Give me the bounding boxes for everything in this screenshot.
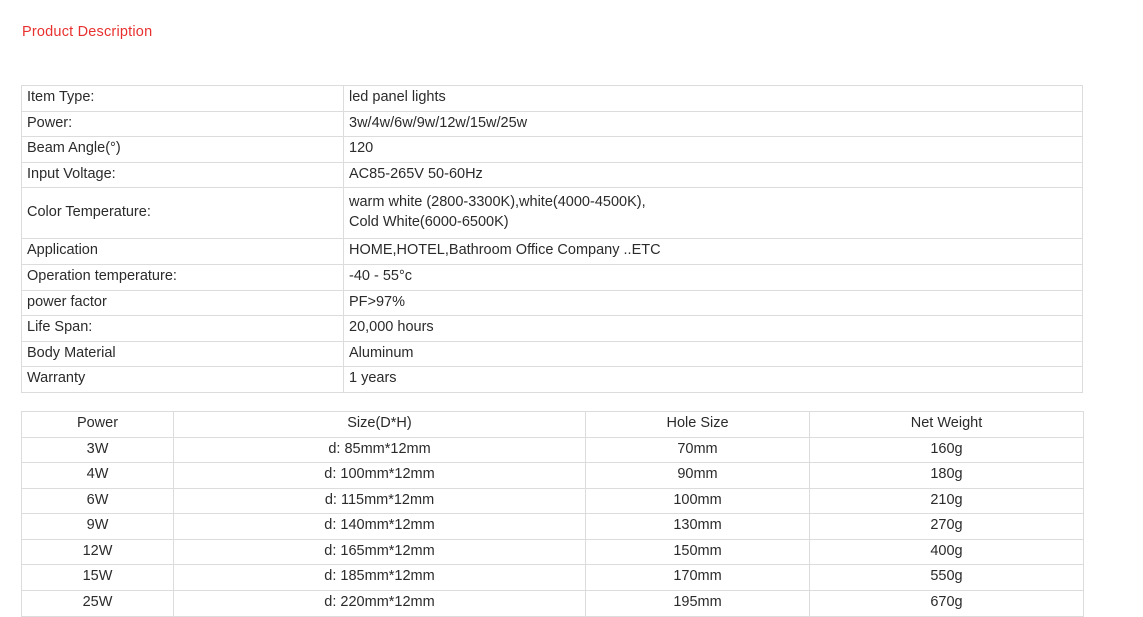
- sizes-cell-hole-size: 90mm: [586, 463, 810, 489]
- spec-value-application: HOME,HOTEL,Bathroom Office Company ..ETC: [344, 239, 1083, 265]
- sizes-cell-size: d: 140mm*12mm: [174, 514, 586, 540]
- sizes-cell-power: 25W: [22, 590, 174, 616]
- table-row: [22, 86, 1083, 112]
- sizes-cell-power: 12W: [22, 539, 174, 565]
- table-row: [22, 488, 1084, 514]
- sizes-cell-net-weight: 160g: [810, 437, 1084, 463]
- spec-label-application: Application: [22, 239, 344, 265]
- sizes-cell-net-weight: 550g: [810, 565, 1084, 591]
- table-row: [22, 463, 1084, 489]
- spec-label-life-span: Life Span:: [22, 316, 344, 342]
- spec-value-operation-temperature: -40 - 55°c: [344, 264, 1083, 290]
- specification-table: [21, 85, 1083, 393]
- sizes-cell-net-weight: 210g: [810, 488, 1084, 514]
- sizes-cell-power: 15W: [22, 565, 174, 591]
- sizes-cell-size: d: 185mm*12mm: [174, 565, 586, 591]
- table-row: [22, 316, 1083, 342]
- table-row: [22, 514, 1084, 540]
- sizes-cell-hole-size: 70mm: [586, 437, 810, 463]
- color-temperature-line-1: warm white (2800-3300K),white(4000-4500K),: [349, 194, 646, 211]
- spec-value-input-voltage: AC85-265V 50-60Hz: [344, 162, 1083, 188]
- spec-label-item-type: Item Type:: [22, 86, 344, 112]
- sizes-header-power: Power: [22, 412, 174, 438]
- sizes-header-size: Size(D*H): [174, 412, 586, 438]
- sizes-cell-hole-size: 130mm: [586, 514, 810, 540]
- sizes-cell-hole-size: 150mm: [586, 539, 810, 565]
- spec-value-warranty: 1 years: [344, 367, 1083, 393]
- sizes-cell-size: d: 220mm*12mm: [174, 590, 586, 616]
- table-row: [22, 367, 1083, 393]
- table-row: [22, 264, 1083, 290]
- sizes-cell-power: 4W: [22, 463, 174, 489]
- table-header-row: [22, 412, 1084, 438]
- spec-label-color-temperature: Color Temperature:: [22, 188, 344, 239]
- table-row: [22, 437, 1084, 463]
- sizes-cell-net-weight: 670g: [810, 590, 1084, 616]
- table-row: [22, 539, 1084, 565]
- spec-label-warranty: Warranty: [22, 367, 344, 393]
- spec-value-body-material: Aluminum: [344, 341, 1083, 367]
- sizes-header-hole-size: Hole Size: [586, 412, 810, 438]
- sizes-cell-hole-size: 170mm: [586, 565, 810, 591]
- table-row: [22, 239, 1083, 265]
- sizes-cell-power: 6W: [22, 488, 174, 514]
- sizes-cell-net-weight: 400g: [810, 539, 1084, 565]
- sizes-cell-size: d: 165mm*12mm: [174, 539, 586, 565]
- sizes-cell-net-weight: 270g: [810, 514, 1084, 540]
- table-row: [22, 290, 1083, 316]
- sizes-cell-power: 9W: [22, 514, 174, 540]
- sizes-cell-size: d: 85mm*12mm: [174, 437, 586, 463]
- spec-label-operation-temperature: Operation temperature:: [22, 264, 344, 290]
- color-temperature-line-2: Cold White(6000-6500K): [349, 213, 509, 230]
- sizes-header-net-weight: Net Weight: [810, 412, 1084, 438]
- spec-label-body-material: Body Material: [22, 341, 344, 367]
- table-row: [22, 188, 1083, 239]
- sizes-table: [21, 411, 1084, 617]
- spec-label-power-factor: power factor: [22, 290, 344, 316]
- table-row: [22, 341, 1083, 367]
- sizes-cell-net-weight: 180g: [810, 463, 1084, 489]
- table-row: [22, 137, 1083, 163]
- table-row: [22, 590, 1084, 616]
- sizes-cell-hole-size: 195mm: [586, 590, 810, 616]
- spec-label-power: Power:: [22, 111, 344, 137]
- sizes-cell-power: 3W: [22, 437, 174, 463]
- spec-value-item-type: led panel lights: [344, 86, 1083, 112]
- sizes-cell-hole-size: 100mm: [586, 488, 810, 514]
- spec-value-power-factor: PF>97%: [344, 290, 1083, 316]
- spec-label-input-voltage: Input Voltage:: [22, 162, 344, 188]
- spec-value-color-temperature: [344, 188, 1083, 239]
- spec-label-beam-angle: Beam Angle(°): [22, 137, 344, 163]
- sizes-cell-size: d: 100mm*12mm: [174, 463, 586, 489]
- table-row: [22, 162, 1083, 188]
- spec-value-life-span: 20,000 hours: [344, 316, 1083, 342]
- spec-value-beam-angle: 120: [344, 137, 1083, 163]
- page-title: Product Description: [22, 24, 153, 40]
- sizes-cell-size: d: 115mm*12mm: [174, 488, 586, 514]
- table-row: [22, 111, 1083, 137]
- spec-value-power: 3w/4w/6w/9w/12w/15w/25w: [344, 111, 1083, 137]
- table-row: [22, 565, 1084, 591]
